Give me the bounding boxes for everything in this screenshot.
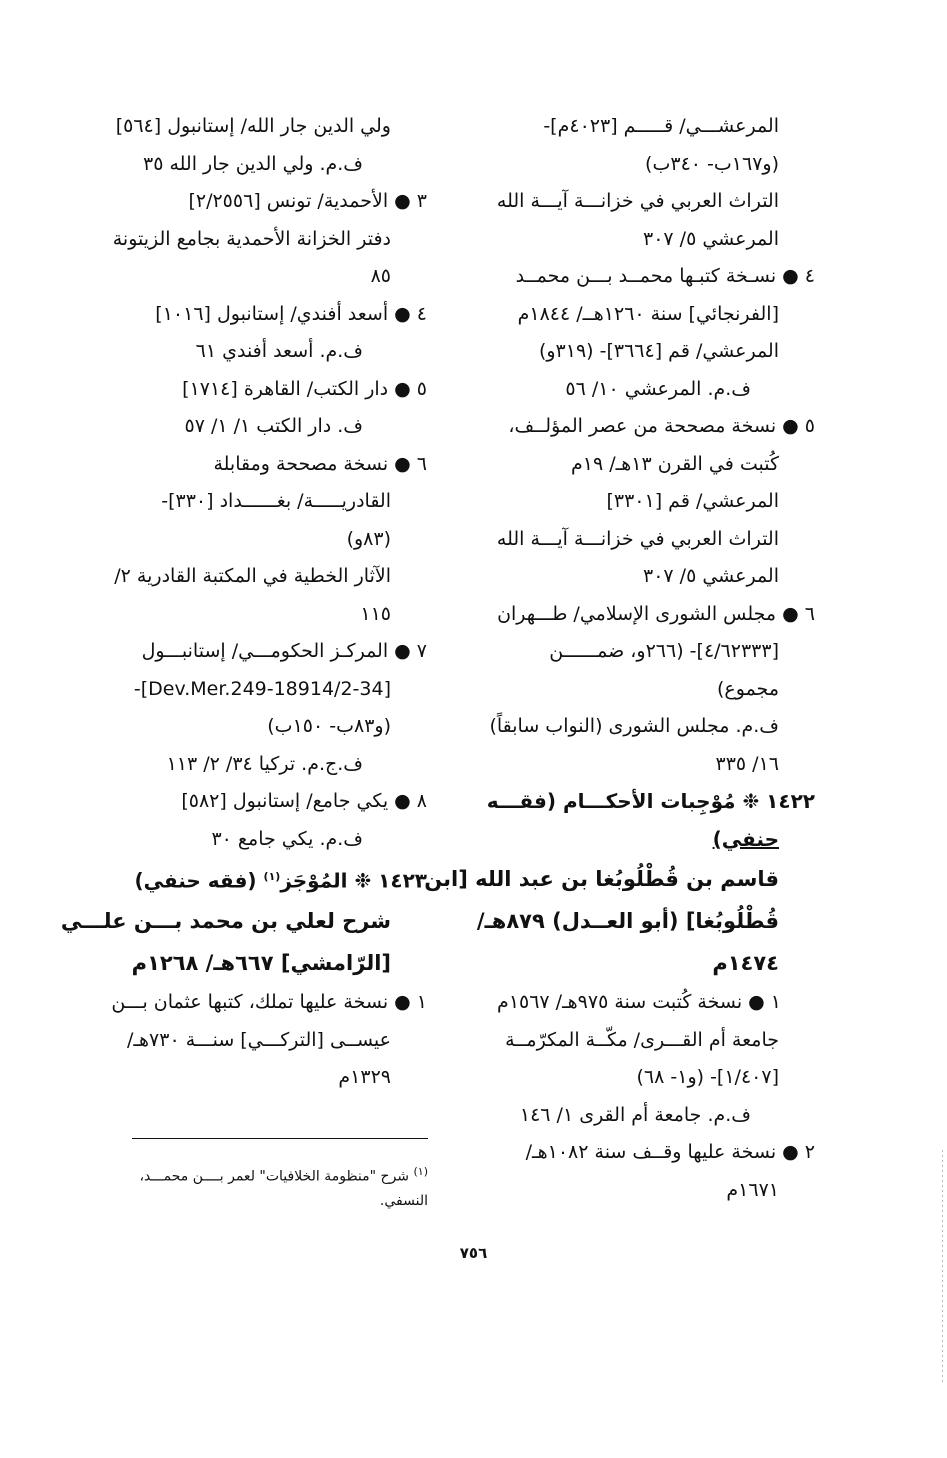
text-line: (٨٣و) <box>346 527 391 550</box>
text-line: الآثار الخطية في المكتبة القادرية ٢/ <box>114 565 391 587</box>
left-column-lines <box>97 108 427 858</box>
text-line: ١٦٧١م <box>726 1178 779 1201</box>
text-line: ف.م. المرعشي ١٠/ ٥٦ <box>565 377 751 400</box>
text-line: [الفرنجائي] سنة ١٢٦٠هــ/ ١٨٤٤م <box>517 302 779 325</box>
text-line: التراث العربي في خزانـــة آيـــة الله <box>496 190 779 212</box>
entry-author-1422-cont: قُطْلُوبُغا] (أبو العــدل) ٨٧٩هـ/ <box>476 909 779 933</box>
text-line: (و٨٣ب- ١٥٠ب) <box>267 715 391 737</box>
entry-heading-1422: ١٤٢٢ ❉ مُوْجِبات الأحكـــام (فقـــه <box>486 789 815 813</box>
text-line: ١ ● نسخة كُتبت سنة ٩٧٥هـ/ ١٥٦٧م <box>497 991 781 1013</box>
entry-title-1423: ١٤٢٣ ❉ المُوْجَز <box>280 868 427 893</box>
entry-subject-1423: (فقه حنفي) <box>134 868 264 893</box>
text-line: ٤ ● نسـخة كتبـها محمــد بـــن محمــد <box>515 265 815 287</box>
entry-author-1422: قاسم بن قُطْلُوبُغا بن عبد الله [ابن <box>424 867 779 891</box>
text-line: ف. دار الكتب ١/ ١/ ٥٧ <box>184 415 363 437</box>
text-line: (و١٦٧ب- ٣٤٠ب) <box>645 152 779 175</box>
text-line: دفتر الخزانة الأحمدية بجامع الزيتونة <box>112 227 391 250</box>
text-line: ف.م. ولي الدين جار الله ٣٥ <box>142 152 363 175</box>
text-line: ٥ ● دار الكتب/ القاهرة [١٧١٤] <box>182 377 427 400</box>
scan-edge-mark <box>942 1150 943 1385</box>
footnote-ref: (١) <box>263 870 281 883</box>
text-line: المرعشـــي/ قـــــم [٤٠٢٣م]- <box>543 115 779 137</box>
footnote-divider <box>132 1138 428 1139</box>
right-column-lines <box>473 108 815 783</box>
text-line: ٤ ● أسعد أفندي/ إستانبول [١٠١٦] <box>155 302 427 325</box>
text-line: المرعشي ٥/ ٣٠٧ <box>643 227 779 250</box>
text-line: جامعة أم القـــرى/ مكّــة المكرّمــة <box>505 1028 779 1051</box>
text-line: [٤/٦٢٣٣٣]- (٢٦٦و، ضمــــــن <box>549 640 779 662</box>
text-line: المرعشي/ قم [٣٦٦٤]- (٣١٩و) <box>538 340 779 362</box>
footnote <box>132 1160 428 1213</box>
text-line: ٨ ● يكي جامع/ إستانبول [٥٨٢] <box>181 790 427 812</box>
text-line: [١/٤٠٧]- (و١- ٦٨) <box>636 1066 779 1088</box>
entry-author-1423: [الرّامشي] ٦٦٧هـ/ ١٢٦٨م <box>131 951 391 976</box>
entry-subject-1422: حنفي) <box>712 826 779 851</box>
footnote-mark: (١) <box>413 1165 428 1178</box>
left-column-manuscripts <box>97 984 427 1097</box>
text-line: عيســى [التركـــي] سنـــة ٧٣٠هـ/ <box>127 1028 391 1051</box>
entry-commentary-1423: شرح لعلي بن محمد بـــن علـــي <box>60 909 391 934</box>
text-line: ف.م. جامعة أم القرى ١/ ١٤٦ <box>519 1103 751 1126</box>
text-line: ف.م. أسعد أفندي ٦١ <box>195 340 363 362</box>
entry-heading-1423 <box>97 858 427 900</box>
entry-author-1422-date: ١٤٧٤م <box>712 951 779 975</box>
text-line: ١٦/ ٣٣٥ <box>715 752 779 775</box>
text-line: ١٣٢٩م <box>338 1066 391 1089</box>
text-line: ٧ ● المركـز الحكومـــي/ إستانبـــول <box>141 640 427 662</box>
text-line: ١١٥ <box>360 602 391 625</box>
footnote-text: شرح "منظومة الخلافيات" لعمر بــــن محمـــد، <box>139 1168 414 1185</box>
text-line: ٨٥ <box>370 265 391 287</box>
text-line: المرعشي ٥/ ٣٠٧ <box>643 565 779 587</box>
text-line: ٥ ● نسخة مصححة من عصر المؤلــف، <box>508 415 815 437</box>
text-line: مجموع) <box>717 677 779 700</box>
text-line: ف.م. يكي جامع ٣٠ <box>211 827 363 850</box>
text-line: [34-Dev.Mer.249-18914/2]- <box>133 677 391 700</box>
right-column-manuscripts <box>473 984 815 1209</box>
text-line: ٣ ● الأحمدية/ تونس [٢/٢٥٥٦] <box>188 190 427 212</box>
text-line: التراث العربي في خزانـــة آيـــة الله <box>496 527 779 550</box>
footnote-text-cont: النسفي. <box>379 1192 428 1209</box>
text-line: ف.م. مجلس الشورى (النواب سابقاً) <box>489 715 779 737</box>
text-line: ١ ● نسخة عليها تملك، كتبها عثمان بـــن <box>111 991 427 1014</box>
left-column <box>60 108 427 1097</box>
text-line: المرعشي/ قم [٣٣٠١] <box>606 490 779 512</box>
right-column <box>424 108 815 1209</box>
text-line: القادريـــــة/ بغــــــداد [٣٣٠]- <box>161 490 391 512</box>
text-line: ف.ج.م. تركيا ٣٤/ ٢/ ١١٣ <box>166 752 363 775</box>
text-line: كُتبت في القرن ١٣هـ/ ١٩م <box>571 452 779 475</box>
text-line: ٢ ● نسخة عليها وقــف سنة ١٠٨٢هـ/ <box>525 1141 815 1163</box>
text-line: ٦ ● نسخة مصححة ومقابلة <box>213 452 427 475</box>
page-number: ٧٥٦ <box>459 1244 488 1262</box>
text-line: ٦ ● مجلس الشورى الإسلامي/ طـــهران <box>497 602 815 625</box>
text-line: ولي الدين جار الله/ إستانبول [٥٦٤] <box>115 115 391 137</box>
